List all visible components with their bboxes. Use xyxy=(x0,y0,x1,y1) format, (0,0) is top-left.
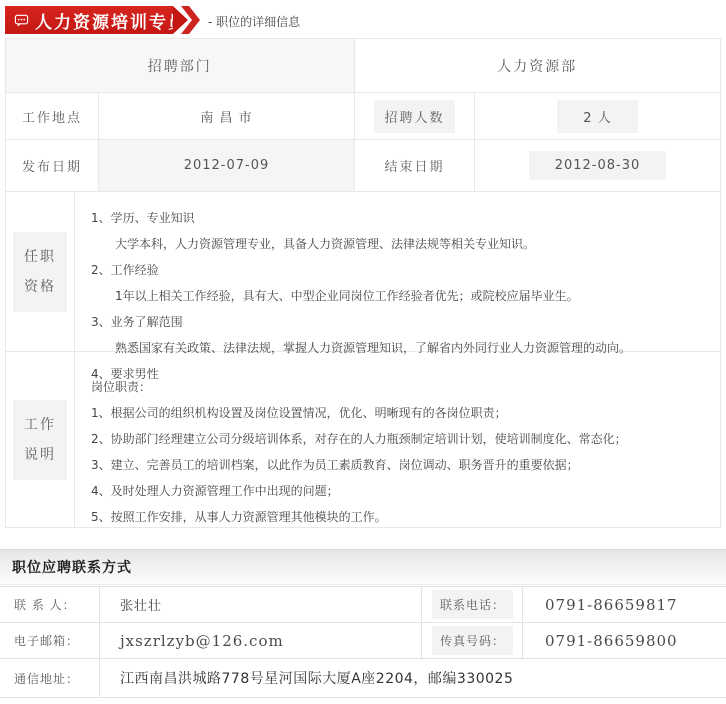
headcount-label-cell xyxy=(354,93,474,139)
description-intro: 岗位职责： xyxy=(91,380,152,394)
table-row-dates xyxy=(6,139,720,191)
job-title-ribbon xyxy=(5,6,187,34)
publish-date-label-cell xyxy=(6,140,98,191)
description-item: 3、建立、完善员工的培训档案，以此作为员工素质教育、岗位调动、职务晋升的重要依据； xyxy=(91,458,579,472)
page-title: 人力资源培训专员 xyxy=(35,12,187,33)
contact-row-email-fax xyxy=(0,623,726,659)
speech-bubble-icon xyxy=(14,13,29,28)
department-value-cell xyxy=(354,39,720,92)
contact-address-label: 通信地址： xyxy=(14,671,80,686)
headcount-label: 招聘人数 xyxy=(374,100,454,133)
description-label-line1: 工作 xyxy=(24,416,56,433)
table-row-location-headcount xyxy=(6,92,720,139)
page-subtitle: - 职位的详细信息 xyxy=(208,15,301,29)
contact-fax-label-cell xyxy=(422,623,523,658)
description-item: 1、根据公司的组织机构设置及岗位设置情况，优化、明晰现有的各岗位职责； xyxy=(91,406,507,420)
end-date-label-cell xyxy=(354,140,474,191)
qualification-item-body: 熟悉国家有关政策、法律法规，掌握人力资源管理知识，了解省内外同行业人力资源管理的动向。 xyxy=(115,341,632,355)
publish-date-label: 发布日期 xyxy=(21,160,82,175)
contact-email-value-cell xyxy=(100,623,422,658)
headcount-value: 2 人 xyxy=(557,100,637,133)
contact-phone-value: 0791-86659817 xyxy=(545,595,678,614)
qualification-item-body: 大学本科，人力资源管理专业，具备人力资源管理、法律法规等相关专业知识。 xyxy=(115,237,536,251)
contact-person-label: 联 系 人： xyxy=(14,598,76,612)
contact-table xyxy=(0,586,726,698)
qualification-label-line1: 任职 xyxy=(24,248,56,265)
contact-section-title: 职位应聘联系方式 xyxy=(12,560,132,576)
table-row-qualifications xyxy=(6,191,720,381)
qualification-item-head: 4、要求男性 xyxy=(91,367,159,381)
publish-date-value: 2012-07-09 xyxy=(183,158,270,173)
contact-section-header xyxy=(0,549,726,585)
qualification-item-head: 3、业务了解范围 xyxy=(91,315,183,329)
contact-phone-label-cell xyxy=(422,587,523,622)
contact-row-person-phone xyxy=(0,587,726,623)
qualification-item-head: 2、工作经验 xyxy=(91,263,159,277)
description-content xyxy=(74,352,720,527)
contact-phone-label: 联系电话： xyxy=(432,590,513,619)
qualification-item-head: 1、学历、专业知识 xyxy=(91,211,195,225)
location-value: 南 昌 市 xyxy=(200,110,253,126)
contact-fax-label: 传真号码： xyxy=(432,626,513,655)
location-value-cell xyxy=(98,93,354,139)
table-row-job-description xyxy=(6,351,720,527)
description-item: 4、及时处理人力资源管理工作中出现的问题； xyxy=(91,484,339,498)
qualification-item-body: 1年以上相关工作经验，具有大、中型企业同岗位工作经验者优先；或院校应届毕业生。 xyxy=(115,289,579,303)
description-label xyxy=(13,400,67,480)
qualification-label xyxy=(13,232,67,312)
qualification-content xyxy=(74,192,720,381)
publish-date-value-cell xyxy=(98,140,354,191)
qualification-label-cell xyxy=(6,192,74,351)
location-label: 工作地点 xyxy=(21,110,82,126)
contact-row-address xyxy=(0,659,726,698)
table-row-department xyxy=(6,39,720,92)
contact-person-value: 张壮壮 xyxy=(120,599,163,614)
contact-fax-value-cell xyxy=(523,623,726,658)
description-label-line2: 说明 xyxy=(24,446,56,463)
contact-email-value: jxszrlzyb@126.com xyxy=(120,631,284,650)
location-label-cell xyxy=(6,93,98,139)
department-label: 招聘部门 xyxy=(147,58,212,75)
contact-email-label: 电子邮箱： xyxy=(14,634,80,648)
description-item: 5、按照工作安排，从事人力资源管理其他模块的工作。 xyxy=(91,510,387,524)
description-label-cell xyxy=(6,352,74,527)
description-item: 2、协助部门经理建立公司分级培训体系，对存在的人力瓶颈制定培训计划，使培训制度化、常态化； xyxy=(91,432,627,446)
contact-address-value: 江西南昌洪城路778号星河国际大厦A座2204，邮编330025 xyxy=(120,671,514,687)
contact-person-value-cell xyxy=(100,587,422,622)
contact-address-value-cell xyxy=(100,659,726,697)
contact-fax-value: 0791-86659800 xyxy=(545,631,678,650)
department-label-cell xyxy=(6,39,354,92)
headcount-value-cell xyxy=(474,93,720,139)
banner-area xyxy=(0,0,726,38)
end-date-value-cell xyxy=(474,140,720,191)
end-date-label: 结束日期 xyxy=(384,160,445,175)
job-detail-table xyxy=(5,38,721,528)
end-date-value: 2012-08-30 xyxy=(529,151,667,180)
contact-address-label-cell xyxy=(0,659,100,697)
department-value: 人力资源部 xyxy=(497,58,578,75)
contact-person-label-cell xyxy=(0,587,100,622)
contact-email-label-cell xyxy=(0,623,100,658)
qualification-label-line2: 资格 xyxy=(24,278,56,295)
contact-phone-value-cell xyxy=(523,587,726,622)
